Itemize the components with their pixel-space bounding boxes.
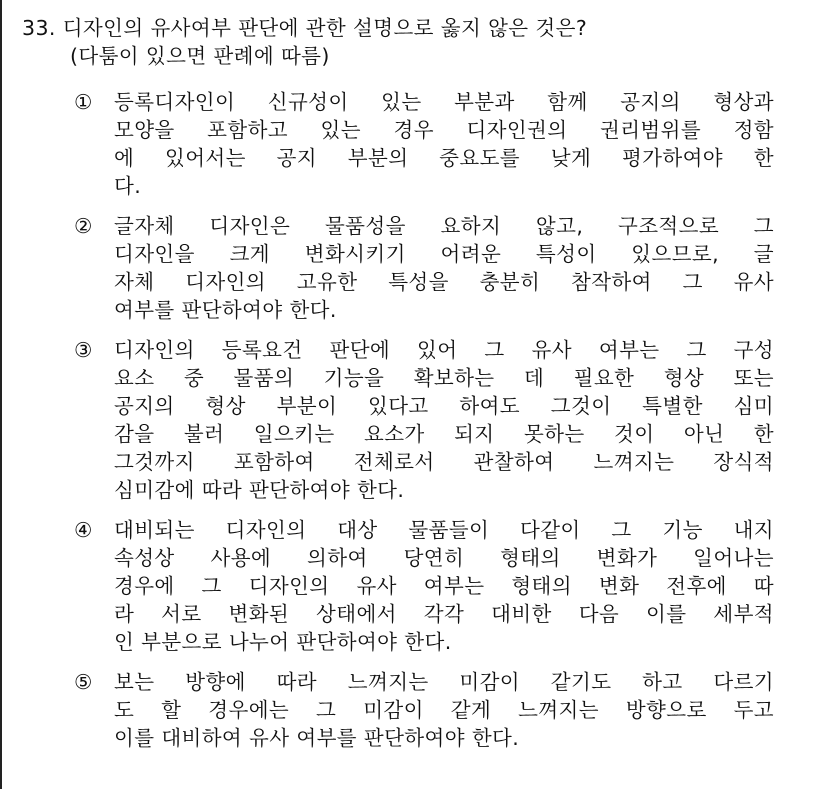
option-line: 요소 중 물품의 기능을 확보하는 데 필요한 형상 또는 xyxy=(114,366,774,390)
option-line: 공지의 형상 부분이 있다고 하여도 그것이 특별한 심미 xyxy=(114,394,774,418)
option-line: 디자인의 등록요건 판단에 있어 그 유사 여부는 그 구성 xyxy=(114,338,774,362)
option-line: 보는 방향에 따라 느껴지는 미감이 같기도 하고 다르기 xyxy=(114,670,774,694)
option-line: 인 부분으로 나누어 판단하여야 한다. xyxy=(114,630,452,654)
question-number: 33. xyxy=(22,16,56,40)
question-text: 디자인의 유사여부 판단에 관한 설명으로 옳지 않은 것은? xyxy=(62,16,588,40)
options-list xyxy=(74,88,774,764)
option-line: 라 서로 변화된 상태에서 각각 대비한 다음 이를 세부적 xyxy=(114,602,774,626)
option-line: 자체 디자인의 고유한 특성을 충분히 참작하여 그 유사 xyxy=(114,270,774,294)
option-3[interactable] xyxy=(74,336,774,504)
option-number: ② xyxy=(74,214,93,238)
question-note: (다툼이 있으면 판례에 따름) xyxy=(70,44,330,68)
option-line: 여부를 판단하여야 한다. xyxy=(114,298,337,322)
option-5[interactable] xyxy=(74,668,774,752)
option-line: 에 있어서는 공지 부분의 중요도를 낮게 평가하여야 한 xyxy=(114,146,774,170)
option-number: ③ xyxy=(74,338,93,362)
option-line: 그것까지 포함하여 전체로서 관찰하여 느껴지는 장식적 xyxy=(114,450,774,474)
option-line: 도 할 경우에는 그 미감이 같게 느껴지는 방향으로 두고 xyxy=(114,698,774,722)
option-2[interactable] xyxy=(74,212,774,324)
option-4[interactable] xyxy=(74,516,774,656)
question-line-1 xyxy=(22,14,792,42)
option-line: 모양을 포함하고 있는 경우 디자인권의 권리범위를 정함 xyxy=(114,118,774,142)
option-line: 속성상 사용에 의하여 당연히 형태의 변화가 일어나는 xyxy=(114,546,774,570)
option-line: 등록디자인이 신규성이 있는 부분과 함께 공지의 형상과 xyxy=(114,90,774,114)
option-line: 글자체 디자인은 물품성을 요하지 않고, 구조적으로 그 xyxy=(114,214,774,238)
question-stem xyxy=(22,14,792,70)
option-number: ④ xyxy=(74,518,93,542)
option-line: 심미감에 따라 판단하여야 한다. xyxy=(114,478,405,502)
option-1[interactable] xyxy=(74,88,774,200)
option-line: 대비되는 디자인의 대상 물품들이 다같이 그 기능 내지 xyxy=(114,518,774,542)
option-line: 감을 불러 일으키는 요소가 되지 못하는 것이 아닌 한 xyxy=(114,422,774,446)
option-number: ① xyxy=(74,90,93,114)
option-line: 디자인을 크게 변화시키기 어려운 특성이 있으므로, 글 xyxy=(114,242,774,266)
option-line: 이를 대비하여 유사 여부를 판단하여야 한다. xyxy=(114,726,520,750)
option-number: ⑤ xyxy=(74,670,93,694)
option-line: 경우에 그 디자인의 유사 여부는 형태의 변화 전후에 따 xyxy=(114,574,774,598)
option-line: 다. xyxy=(114,174,142,198)
